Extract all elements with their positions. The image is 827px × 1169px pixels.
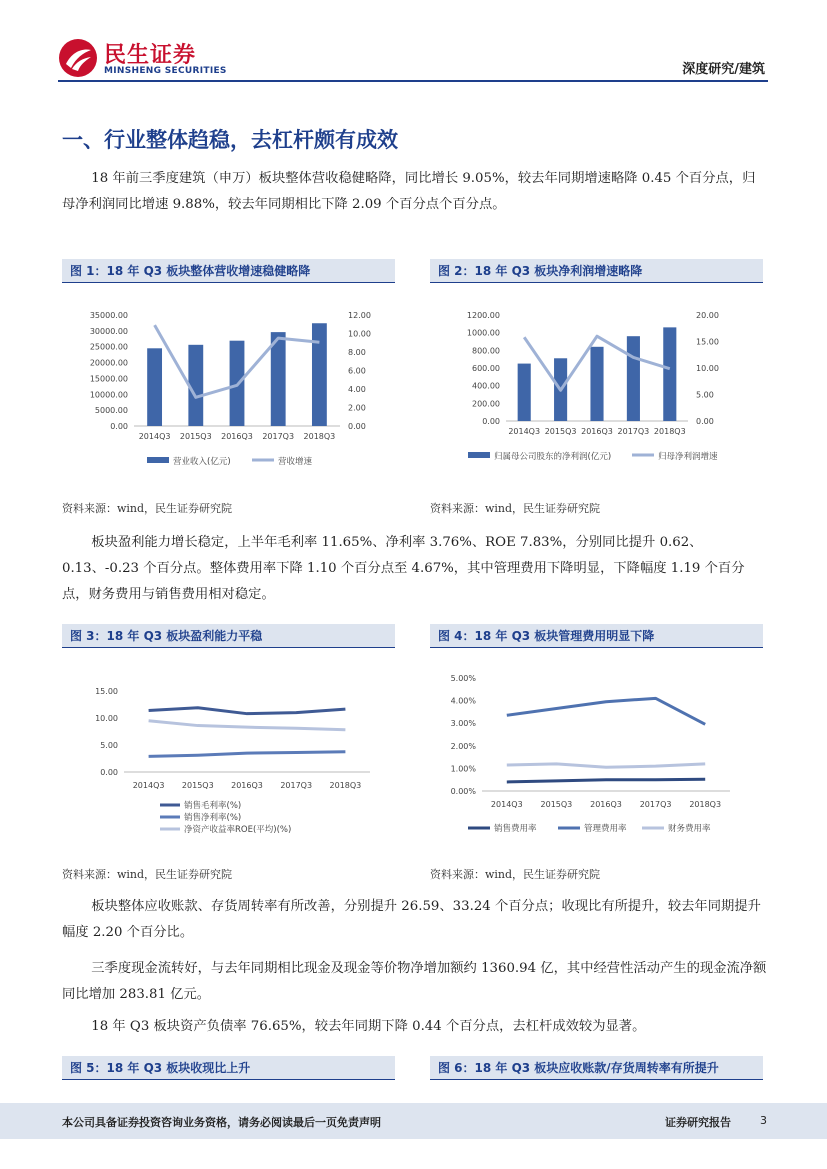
x-tick-label: 2017Q3 [280, 781, 313, 790]
figure-4-source: 资料来源：wind，民生证券研究院 [430, 868, 601, 881]
chart-expense-ratios [430, 660, 763, 850]
bar [627, 336, 640, 421]
x-tick-label: 2018Q3 [653, 427, 686, 436]
y-left-tick-label: 800.00 [472, 346, 500, 356]
y-tick-label: 10.00 [95, 714, 118, 723]
x-tick-label: 2016Q3 [590, 800, 622, 809]
x-tick-label: 2014Q3 [132, 781, 165, 790]
bar [312, 323, 327, 426]
legend-bar-swatch [147, 457, 169, 463]
x-tick-label: 2018Q3 [303, 432, 336, 441]
figure-1-caption: 图 1：18 年 Q3 板块整体营收增速稳健略降 [62, 259, 395, 283]
legend-bar-label: 营业收入(亿元) [173, 457, 231, 467]
y-left-tick-label: 10000.00 [89, 390, 128, 400]
brand-name-en: MINSHENG SECURITIES [104, 66, 227, 76]
legend-label: 净资产收益率ROE(平均)(%) [184, 825, 292, 835]
y-left-tick-label: 20000.00 [89, 358, 128, 368]
x-tick-label: 2017Q3 [639, 800, 672, 809]
y-left-tick-label: 1000.00 [466, 328, 500, 338]
legend-label: 销售净利率(%) [184, 813, 242, 823]
report-type: 深度研究/建筑 [682, 62, 765, 77]
minsheng-logo-icon [58, 38, 98, 78]
x-tick-label: 2014Q3 [508, 427, 541, 436]
legend-label: 管理费用率 [584, 824, 627, 834]
y-left-tick-label: 0.00 [110, 422, 128, 431]
y-right-tick-label: 4.00 [348, 385, 366, 394]
x-tick-label: 2014Q3 [138, 432, 171, 441]
series-line [507, 779, 705, 782]
series-line [149, 752, 346, 757]
bar [518, 364, 531, 421]
y-right-tick-label: 10.00 [348, 329, 371, 339]
paragraph-revenue: 18 年前三季度建筑（申万）板块整体营收稳健略降，同比增长 9.05%，较去年同期增速略降 0.45 个百分点，归母净利润同比增速 9.88%，较去年同期相比下降 2.09 个百分点个百分点。 [62, 171, 756, 212]
x-tick-label: 2017Q3 [617, 427, 650, 436]
brand-name-cn: 民生证券 [104, 43, 197, 68]
x-tick-label: 2018Q3 [329, 781, 362, 790]
y-left-tick-label: 25000.00 [89, 342, 128, 352]
y-left-tick-label: 0.00 [482, 417, 500, 426]
y-left-tick-label: 5000.00 [94, 406, 128, 416]
y-tick-label: 15.00 [95, 687, 118, 696]
series-line [507, 764, 705, 767]
x-tick-label: 2015Q3 [540, 800, 573, 809]
y-tick-label: 0.00% [450, 787, 476, 796]
y-right-tick-label: 12.00 [348, 311, 371, 320]
y-right-tick-label: 10.00 [696, 364, 719, 373]
figure-2-caption: 图 2：18 年 Q3 板块净利润增速略降 [430, 259, 763, 283]
y-right-tick-label: 8.00 [348, 348, 366, 357]
y-left-tick-label: 15000.00 [89, 374, 128, 384]
chart-net-profit-growth [430, 290, 763, 490]
legend-bar-swatch [468, 452, 490, 458]
y-tick-label: 1.00% [450, 764, 476, 774]
bar [590, 347, 603, 421]
header-divider [58, 80, 768, 82]
y-left-tick-label: 400.00 [472, 381, 500, 391]
legend-line-label: 营收增速 [278, 457, 313, 467]
bar [147, 348, 162, 426]
paragraph-turnover: 板块整体应收账款、存货周转率有所改善，分别提升 26.59、33.24 个百分点；收现比有所提升，较去年同期提升幅度 2.20 个百分比。 [62, 899, 761, 940]
legend-line-label: 归母净利润增速 [658, 452, 718, 462]
y-tick-label: 3.00% [450, 719, 476, 729]
paragraph-cashflow: 三季度现金流转好，与去年同期相比现金及现金等价物净增加额约 1360.94 亿，其中经营性活动产生的现金流净额同比增加 283.81 亿元。 [62, 961, 767, 1002]
series-line [149, 708, 346, 714]
x-tick-label: 2015Q3 [179, 432, 212, 441]
y-right-tick-label: 2.00 [348, 403, 366, 413]
figure-5-caption: 图 5：18 年 Q3 板块收现比上升 [62, 1056, 395, 1080]
section-title: 一、行业整体趋稳，去杠杆颇有成效 [62, 128, 398, 152]
y-left-tick-label: 35000.00 [89, 311, 128, 320]
y-right-tick-label: 15.00 [696, 337, 719, 347]
x-tick-label: 2016Q3 [581, 427, 613, 436]
y-right-tick-label: 5.00 [696, 390, 714, 400]
y-right-tick-label: 20.00 [696, 311, 719, 320]
bar [663, 327, 676, 421]
legend-label: 财务费用率 [668, 824, 711, 834]
chart-profitability [62, 660, 395, 850]
series-line [149, 721, 346, 730]
x-tick-label: 2018Q3 [689, 800, 722, 809]
x-tick-label: 2015Q3 [544, 427, 577, 436]
figure-6-caption: 图 6：18 年 Q3 板块应收账款/存货周转率有所提升 [430, 1056, 763, 1080]
footer-report-label: 证券研究报告 [665, 1116, 731, 1129]
page-number: 3 [760, 1114, 767, 1127]
series-line [507, 698, 705, 724]
y-tick-label: 5.00 [100, 741, 118, 750]
footer-disclaimer: 本公司具备证券投资咨询业务资格，请务必阅读最后一页免责声明 [62, 1116, 381, 1129]
x-tick-label: 2017Q3 [262, 432, 295, 441]
y-left-tick-label: 30000.00 [89, 326, 128, 336]
paragraph-leverage: 18 年 Q3 板块资产负债率 76.65%，较去年同期下降 0.44 个百分点，去杠杆成效较为显著。 [91, 1019, 646, 1034]
legend-label: 销售费用率 [494, 824, 537, 834]
y-left-tick-label: 1200.00 [466, 311, 500, 320]
y-tick-label: 0.00 [100, 768, 118, 777]
figure-3-source: 资料来源：wind，民生证券研究院 [62, 868, 233, 881]
y-tick-label: 5.00% [450, 674, 476, 683]
y-right-tick-label: 0.00 [348, 422, 366, 431]
x-tick-label: 2015Q3 [181, 781, 214, 790]
y-tick-label: 2.00% [450, 741, 476, 751]
figure-2-source: 资料来源：wind，民生证券研究院 [430, 502, 601, 515]
figure-1-source: 资料来源：wind，民生证券研究院 [62, 502, 233, 515]
x-tick-label: 2014Q3 [490, 800, 523, 809]
y-tick-label: 4.00% [450, 696, 476, 706]
legend-label: 销售毛利率(%) [184, 801, 242, 811]
x-tick-label: 2016Q3 [221, 432, 253, 441]
legend-bar-label: 归属母公司股东的净利润(亿元) [494, 452, 612, 462]
y-left-tick-label: 200.00 [472, 399, 500, 409]
paragraph-profitability: 板块盈利能力增长稳定，上半年毛利率 11.65%、净利率 3.76%、ROE 7.83%，分别同比提升 0.62、0.13、-0.23 个百分点。整体费用率下降 1.10 个百分点至 4.67%，其中管理费用下降明显，下降幅度 1.19 个百分点，财务费用与销售费用相对稳定。 [62, 535, 745, 602]
figure-4-caption: 图 4：18 年 Q3 板块管理费用明显下降 [430, 624, 763, 648]
chart-revenue-growth [62, 290, 395, 490]
y-right-tick-label: 6.00 [348, 366, 366, 376]
y-right-tick-label: 0.00 [696, 417, 714, 426]
x-tick-label: 2016Q3 [231, 781, 263, 790]
y-left-tick-label: 600.00 [472, 364, 500, 373]
figure-3-caption: 图 3：18 年 Q3 板块盈利能力平稳 [62, 624, 395, 648]
